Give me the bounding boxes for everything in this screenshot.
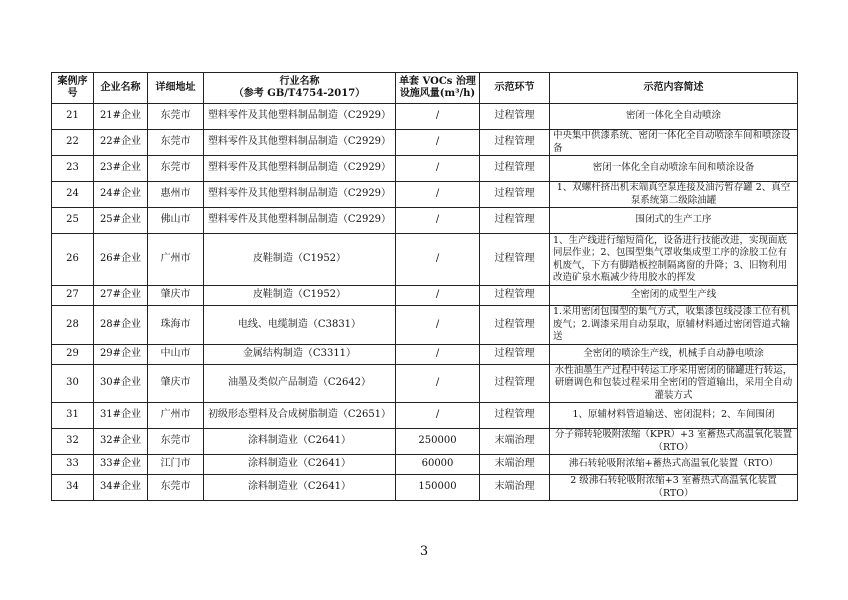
table-row <box>52 403 798 429</box>
airflow-cell: / <box>396 104 480 130</box>
company-cell: 33#企业 <box>94 455 148 475</box>
address-cell: 东莞市 <box>148 104 204 130</box>
col-header-stage: 示范环节 <box>480 73 550 104</box>
description-cell: 全密闭的成型生产线 <box>550 286 798 306</box>
airflow-cell: / <box>396 130 480 156</box>
page-number: 3 <box>419 544 429 559</box>
airflow-cell: / <box>396 156 480 182</box>
stage-cell: 末端治理 <box>480 455 550 475</box>
industry-cell: 塑料零件及其他塑料制品制造（C2929） <box>204 156 396 182</box>
description-cell: 1、生产线进行缩短简化，设备进行技能改进，实现面底同层作业；2、包围型集气罩收集成型工序的涂胶工位有机废气，下方有脚踏板控制隔离窗的升降；3、旧物利用改造矿泉水瓶减少待用胶水的挥发 <box>550 234 798 286</box>
address-cell: 东莞市 <box>148 429 204 455</box>
case-no-cell: 22 <box>52 130 94 156</box>
table-row <box>52 344 798 364</box>
address-cell: 江门市 <box>148 455 204 475</box>
airflow-header-line1: 单套 VOCs 治理 <box>399 76 476 87</box>
company-cell: 23#企业 <box>94 156 148 182</box>
case-no-cell: 21 <box>52 104 94 130</box>
case-no-cell: 28 <box>52 306 94 345</box>
industry-cell: 初级形态塑料及合成树脂制造（C2651） <box>204 403 396 429</box>
stage-cell: 过程管理 <box>480 130 550 156</box>
table-row <box>52 429 798 455</box>
company-cell: 28#企业 <box>94 306 148 345</box>
table-row <box>52 208 798 234</box>
airflow-cell: / <box>396 306 480 345</box>
case-no-cell: 34 <box>52 475 94 501</box>
table-row <box>52 455 798 475</box>
company-cell: 32#企业 <box>94 429 148 455</box>
address-cell: 惠州市 <box>148 182 204 208</box>
airflow-cell: / <box>396 364 480 403</box>
industry-header-line2: （参考 GB/T4754-2017） <box>233 88 366 99</box>
company-cell: 30#企业 <box>94 364 148 403</box>
industry-cell: 涂料制造业（C2641） <box>204 455 396 475</box>
company-cell: 34#企业 <box>94 475 148 501</box>
case-no-cell: 29 <box>52 344 94 364</box>
table-row <box>52 156 798 182</box>
description-cell: 密闭一体化全自动喷涂 <box>550 104 798 130</box>
case-no-cell: 25 <box>52 208 94 234</box>
address-cell: 肇庆市 <box>148 286 204 306</box>
industry-cell: 油墨及类似产品制造（C2642） <box>204 364 396 403</box>
industry-cell: 皮鞋制造（C1952） <box>204 286 396 306</box>
company-cell: 27#企业 <box>94 286 148 306</box>
description-cell: 全密闭的喷涂生产线，机械手自动静电喷涂 <box>550 344 798 364</box>
description-cell: 围闭式的生产工序 <box>550 208 798 234</box>
description-cell: 1、双螺杆挤出机末端真空泵连接及油污暂存罐 2、真空泵系统第二级除油罐 <box>550 182 798 208</box>
company-cell: 22#企业 <box>94 130 148 156</box>
industry-cell: 电线、电缆制造（C3831） <box>204 306 396 345</box>
airflow-header-line2: 设施风量(m³/h) <box>399 88 476 99</box>
cases-table <box>51 72 798 501</box>
address-cell: 东莞市 <box>148 475 204 501</box>
address-cell: 广州市 <box>148 403 204 429</box>
industry-cell: 金属结构制造（C3311） <box>204 344 396 364</box>
company-cell: 29#企业 <box>94 344 148 364</box>
stage-cell: 过程管理 <box>480 104 550 130</box>
stage-cell: 末端治理 <box>480 429 550 455</box>
case-no-cell: 27 <box>52 286 94 306</box>
stage-cell: 过程管理 <box>480 208 550 234</box>
table-row <box>52 306 798 345</box>
address-cell: 广州市 <box>148 234 204 286</box>
description-cell: 水性油墨生产过程中转运工序采用密闭的储罐进行转运，研磨调色和包装过程采用全密闭的管道输出，采用全自动灌装方式 <box>550 364 798 403</box>
description-cell: 沸石转轮吸附浓缩+蓄热式高温氧化装置（RTO） <box>550 455 798 475</box>
airflow-cell: / <box>396 403 480 429</box>
stage-cell: 过程管理 <box>480 182 550 208</box>
description-cell: 密闭一体化全自动喷涂车间和喷涂设备 <box>550 156 798 182</box>
address-cell: 中山市 <box>148 344 204 364</box>
address-cell: 东莞市 <box>148 156 204 182</box>
table-row <box>52 182 798 208</box>
case-no-cell: 26 <box>52 234 94 286</box>
airflow-cell: / <box>396 182 480 208</box>
industry-cell: 塑料零件及其他塑料制品制造（C2929） <box>204 130 396 156</box>
case-no-cell: 30 <box>52 364 94 403</box>
table-row <box>52 286 798 306</box>
col-header-case-no: 案例序号 <box>52 73 94 104</box>
case-no-cell: 23 <box>52 156 94 182</box>
description-cell: 2 级沸石转轮吸附浓缩+3 室蓄热式高温氧化装置（RTO） <box>550 475 798 501</box>
company-cell: 21#企业 <box>94 104 148 130</box>
airflow-cell: 60000 <box>396 455 480 475</box>
table-row <box>52 104 798 130</box>
table-body <box>52 104 798 501</box>
case-no-cell: 24 <box>52 182 94 208</box>
industry-cell: 塑料零件及其他塑料制品制造（C2929） <box>204 104 396 130</box>
description-cell: 中央集中供漆系统、密闭一体化全自动喷涂车间和喷涂设备 <box>550 130 798 156</box>
stage-cell: 末端治理 <box>480 475 550 501</box>
table-row <box>52 364 798 403</box>
airflow-cell: 250000 <box>396 429 480 455</box>
airflow-cell: / <box>396 344 480 364</box>
airflow-cell: / <box>396 286 480 306</box>
stage-cell: 过程管理 <box>480 234 550 286</box>
airflow-cell: 150000 <box>396 475 480 501</box>
description-cell: 1、原辅材料管道输送、密闭混料；2、车间围闭 <box>550 403 798 429</box>
case-no-cell: 31 <box>52 403 94 429</box>
address-cell: 东莞市 <box>148 130 204 156</box>
col-header-address: 详细地址 <box>148 73 204 104</box>
address-cell: 佛山市 <box>148 208 204 234</box>
company-cell: 24#企业 <box>94 182 148 208</box>
industry-header-line1: 行业名称 <box>279 76 320 87</box>
col-header-description: 示范内容简述 <box>550 73 798 104</box>
stage-cell: 过程管理 <box>480 156 550 182</box>
description-cell: 分子筛转轮吸附浓缩（KPR）+3 室蓄热式高温氧化装置（RTO） <box>550 429 798 455</box>
case-no-cell: 33 <box>52 455 94 475</box>
company-cell: 25#企业 <box>94 208 148 234</box>
header-row <box>52 73 798 104</box>
industry-cell: 塑料零件及其他塑料制品制造（C2929） <box>204 208 396 234</box>
airflow-cell: / <box>396 208 480 234</box>
company-cell: 26#企业 <box>94 234 148 286</box>
col-header-airflow <box>396 73 480 104</box>
stage-cell: 过程管理 <box>480 286 550 306</box>
industry-cell: 皮鞋制造（C1952） <box>204 234 396 286</box>
stage-cell: 过程管理 <box>480 306 550 345</box>
stage-cell: 过程管理 <box>480 344 550 364</box>
address-cell: 珠海市 <box>148 306 204 345</box>
col-header-company: 企业名称 <box>94 73 148 104</box>
address-cell: 肇庆市 <box>148 364 204 403</box>
stage-cell: 过程管理 <box>480 364 550 403</box>
industry-cell: 涂料制造业（C2641） <box>204 429 396 455</box>
airflow-cell: / <box>396 234 480 286</box>
case-no-cell: 32 <box>52 429 94 455</box>
industry-cell: 涂料制造业（C2641） <box>204 475 396 501</box>
table-row <box>52 475 798 501</box>
industry-cell: 塑料零件及其他塑料制品制造（C2929） <box>204 182 396 208</box>
col-header-industry <box>204 73 396 104</box>
description-cell: 1.采用密闭包围型的集气方式，收集漆包线浸漆工位有机废气；2.调漆采用自动泵取，原辅材料通过密闭管道式输送 <box>550 306 798 345</box>
table-row <box>52 130 798 156</box>
company-cell: 31#企业 <box>94 403 148 429</box>
stage-cell: 过程管理 <box>480 403 550 429</box>
table-row <box>52 234 798 286</box>
